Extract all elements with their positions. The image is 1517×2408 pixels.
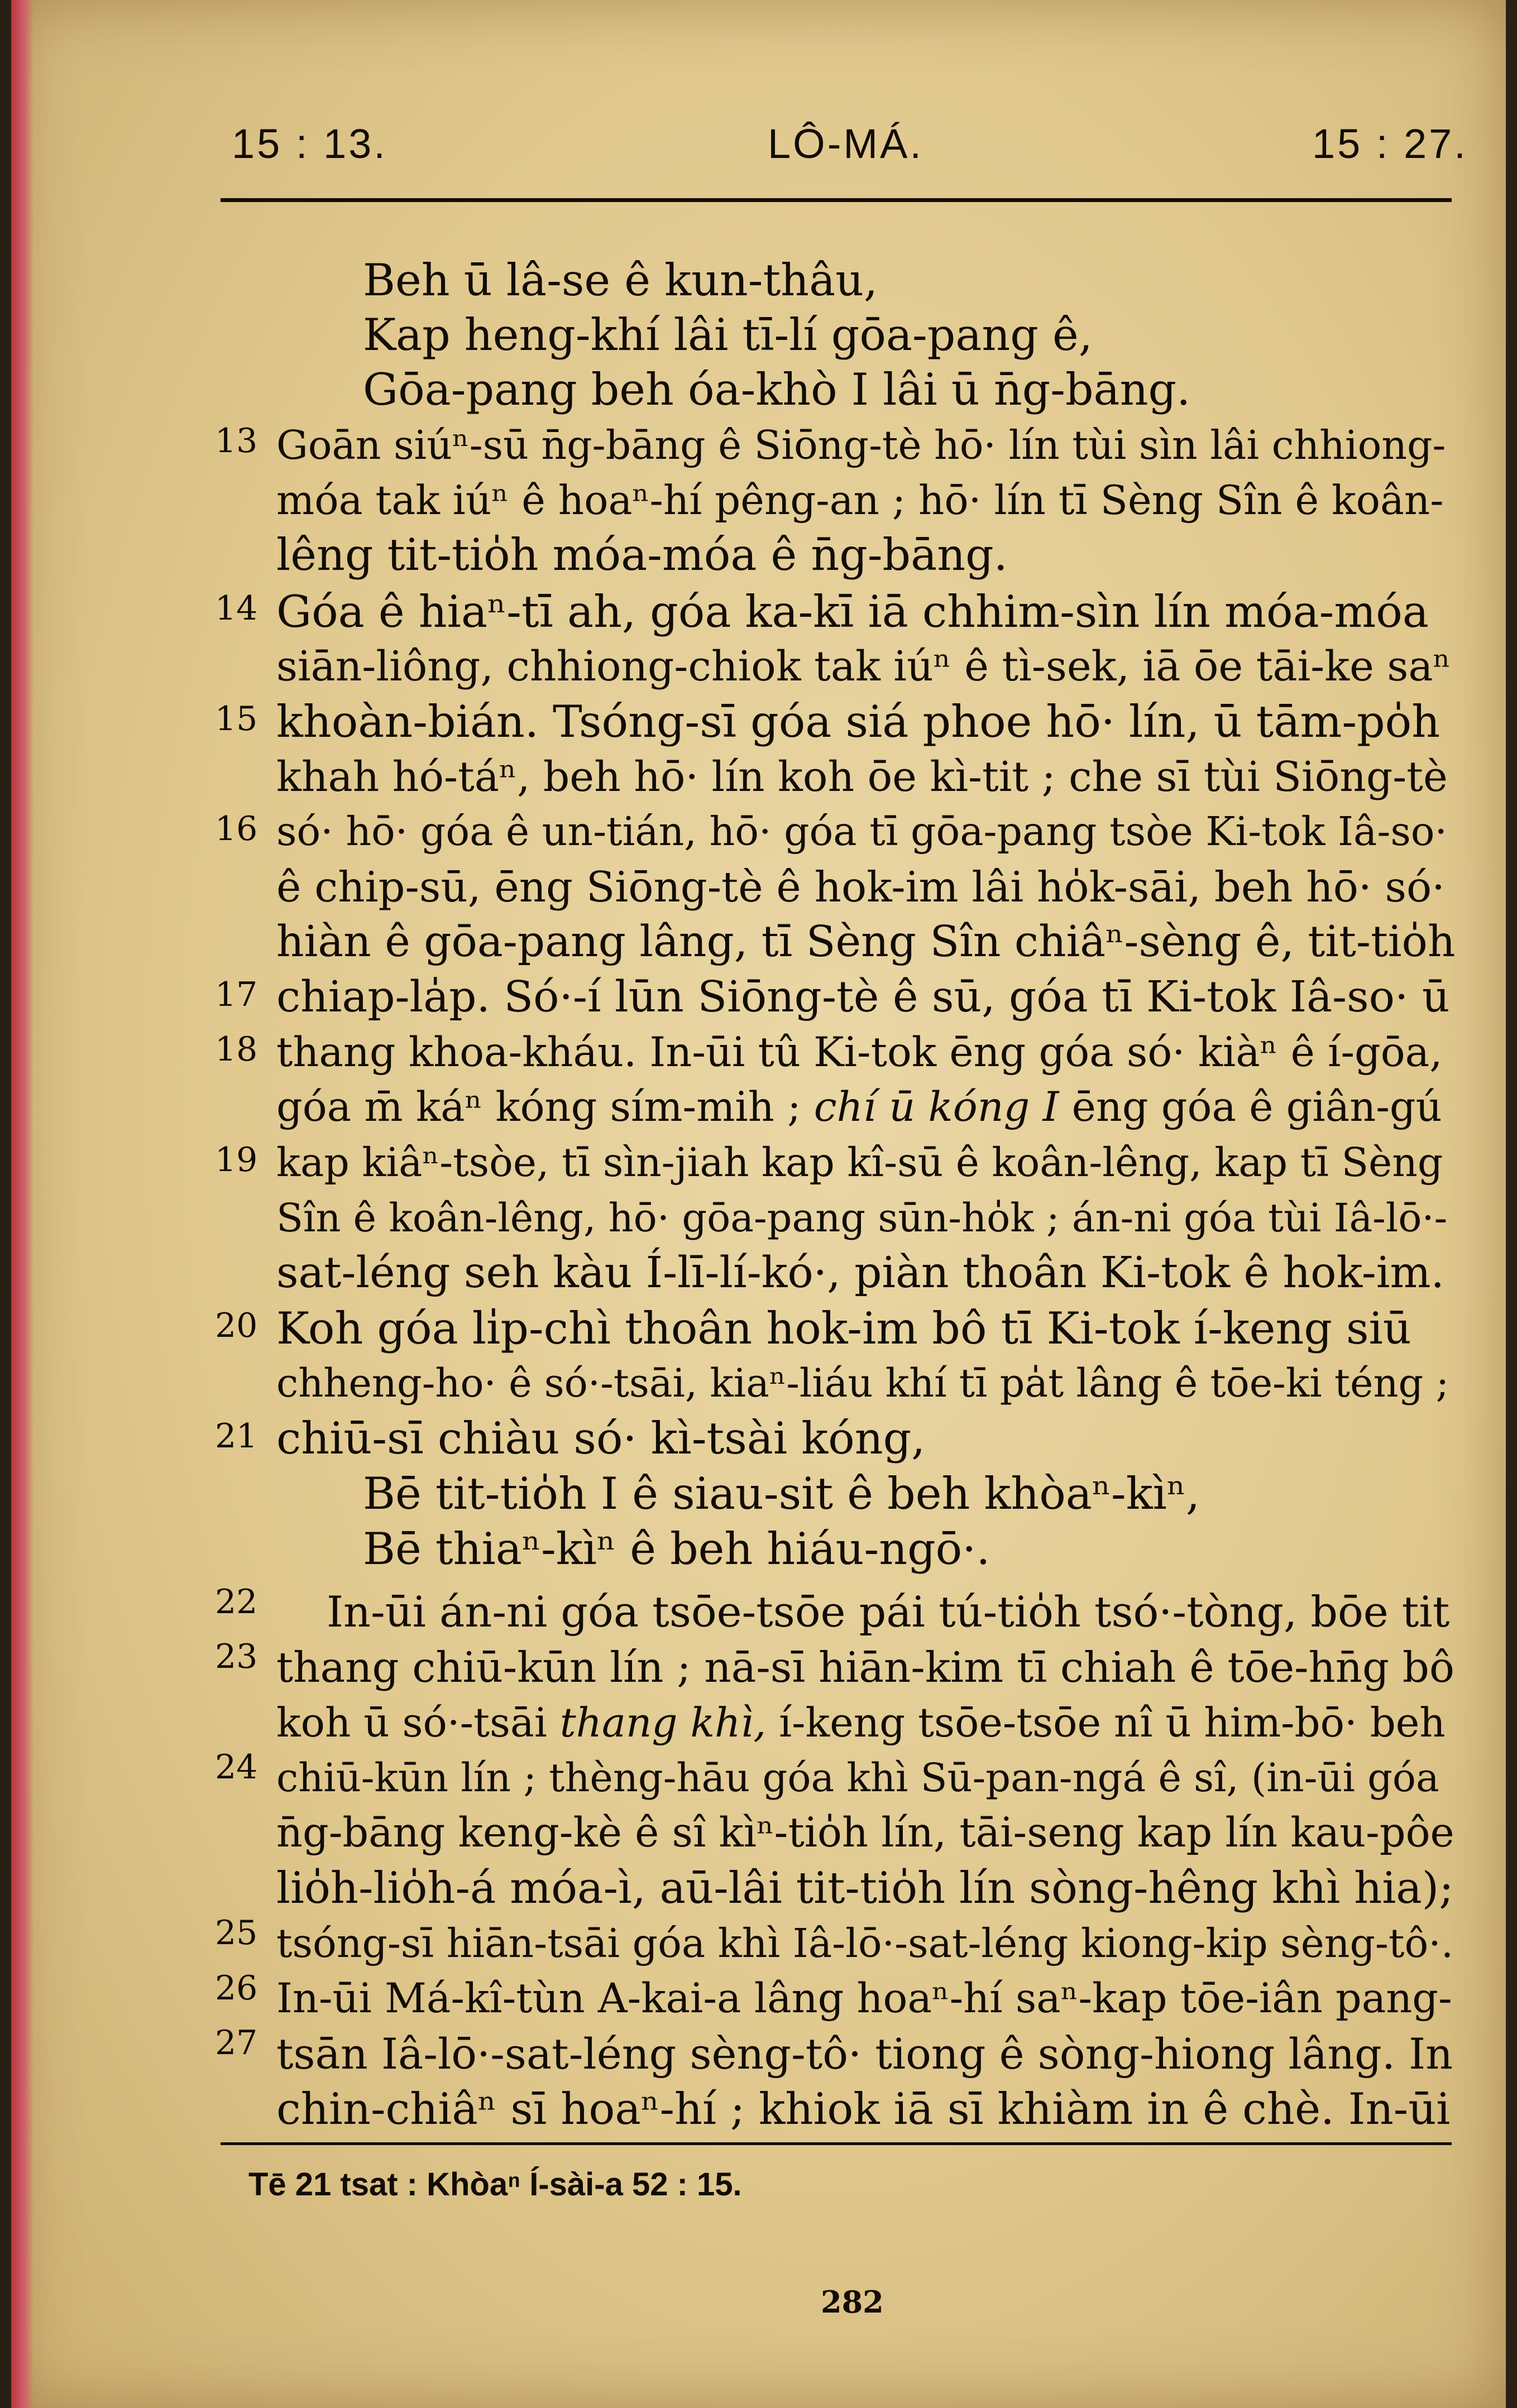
- text-run: tsóng-sī hiān-tsāi góa khì Iâ-lō·-sat-léng kiong-kip sèng-tô·.: [276, 1920, 1454, 1966]
- verse-number: 17: [215, 975, 258, 1014]
- text-line: [276, 1135, 1454, 1191]
- text-run: só· hō· góa ê un-tián, hō· góa tī gōa-pang tsòe Ki-tok Iâ-so·: [276, 808, 1448, 855]
- verse-number: 16: [215, 809, 258, 848]
- text-line: [276, 859, 1454, 915]
- text-line: [276, 749, 1454, 805]
- book-page: [11, 0, 1506, 2408]
- text-line: [276, 1916, 1454, 1972]
- verse-number: 24: [215, 1748, 258, 1787]
- text-run: móa tak iúⁿ ê hoaⁿ-hí pêng-an ; hō· lín tī Sèng Sîn ê koân-: [276, 477, 1444, 524]
- poem-line: Bē tit-tio̍h I ê siau-sit ê beh khòaⁿ-kìⁿ,: [363, 1468, 1200, 1519]
- text-line: [276, 970, 1454, 1025]
- header-book-title: LÔ-MÁ.: [768, 121, 923, 167]
- page-number: 282: [821, 2284, 884, 2320]
- verse-number: 14: [215, 589, 258, 628]
- text-line: [276, 1355, 1454, 1411]
- footnote: Tē 21 tsat : Khòaⁿ Í-sài-a 52 : 15.: [248, 2166, 742, 2203]
- text-run: thang khoa-kháu. In-ūi tû Ki-tok ēng góa só· kiàⁿ ê í-gōa,: [276, 1029, 1443, 1076]
- text-run: lio̍h-lio̍h-á móa-ì, aū-lâi tit-tio̍h lín sòng-hêng khì hia);: [276, 1863, 1454, 1913]
- verse-number: 21: [215, 1417, 258, 1456]
- text-run: chiap-la̍p. Só·-í lūn Siōng-tè ê sū, góa tī Ki-tok Iâ-so· ū: [276, 972, 1450, 1022]
- text-line: [276, 1025, 1454, 1081]
- text-line: [276, 2026, 1454, 2082]
- verse-number: 23: [215, 1637, 258, 1676]
- verse-number: 20: [215, 1306, 258, 1345]
- text-line: [276, 639, 1454, 694]
- text-line: [276, 1695, 1454, 1750]
- text-line: [276, 1750, 1454, 1806]
- italic-run: thang khì,: [559, 1699, 767, 1746]
- text-line: [276, 1411, 1454, 1466]
- footnote-rule: [221, 2142, 1452, 2145]
- text-line: [276, 1805, 1454, 1861]
- text-run: chiū-sī chiàu só· kì-tsài kóng,: [276, 1413, 926, 1464]
- text-run: thang chiū-kūn lín ; nā-sī hiān-kim tī chiah ê tōe-hn̄g bô: [276, 1643, 1455, 1692]
- italic-run: chí ū kóng I: [813, 1083, 1059, 1131]
- text-line: [276, 1860, 1454, 1916]
- text-run: góa m̄ káⁿ kóng sím-mih ;: [276, 1083, 814, 1131]
- poem-line: Kap heng-khí lâi tī-lí gōa-pang ê,: [363, 309, 1093, 361]
- text-run: In-ūi án-ni góa tsōe-tsōe pái tú-tio̍h tsó·-tòng, bōe tit: [327, 1587, 1450, 1637]
- header-rule: [221, 198, 1452, 202]
- verse-number: 19: [215, 1140, 258, 1179]
- poem-line: Bē thiaⁿ-kìⁿ ê beh hiáu-ngō·.: [363, 1523, 990, 1575]
- text-line: [276, 1301, 1454, 1356]
- verse-number: 15: [215, 699, 258, 738]
- text-run: koh ū só·-tsāi: [276, 1699, 560, 1746]
- text-line: [276, 914, 1454, 970]
- text-run: ê chip-sū, ēng Siōng-tè ê hok-im lâi ho̍k-sāi, beh hō· só·: [276, 862, 1446, 912]
- text-line: [276, 418, 1454, 473]
- text-line: [276, 472, 1454, 528]
- verse-number: 26: [215, 1969, 258, 2008]
- text-run: Sîn ê koân-lêng, hō· gōa-pang sūn-ho̍k ; án-ni góa tùi Iâ-lō·-: [276, 1195, 1448, 1241]
- text-run: Góa ê hiaⁿ-tī ah, góa ka-kī iā chhim-sìn lín móa-móa: [276, 586, 1429, 637]
- text-run: lêng tit-tio̍h móa-móa ê n̄g-bāng.: [276, 529, 1008, 581]
- text-run: chheng-ho· ê só·-tsāi, kiaⁿ-liáu khí tī pa̍t lâng ê tōe-ki téng ;: [276, 1360, 1449, 1406]
- text-run: í-keng tsōe-tsōe nî ū him-bō· beh: [766, 1699, 1446, 1746]
- text-line: [276, 1190, 1454, 1246]
- text-line: [276, 2081, 1454, 2137]
- text-line: [276, 804, 1454, 860]
- text-run: In-ūi Má-kî-tùn A-kai-a lâng hoaⁿ-hí saⁿ-kap tōe-iân pang-: [276, 1975, 1452, 2022]
- text-line: [276, 1639, 1454, 1695]
- text-line: [276, 527, 1454, 583]
- text-line: [327, 1584, 1454, 1640]
- text-run: ēng góa ê giân-gú: [1059, 1083, 1442, 1131]
- header-left-reference: 15 : 13.: [232, 121, 387, 167]
- poem-line: Gōa-pang beh óa-khò I lâi ū n̄g-bāng.: [363, 364, 1191, 415]
- text-line: [276, 1245, 1454, 1301]
- text-run: kap kiâⁿ-tsòe, tī sìn-jiah kap kî-sū ê koân-lêng, kap tī Sèng: [276, 1139, 1443, 1186]
- text-run: siān-liông, chhiong-chiok tak iúⁿ ê tì-sek, iā ōe tāi-ke saⁿ: [276, 642, 1451, 690]
- poem-line: Beh ū lâ-se ê kun-thâu,: [363, 255, 878, 306]
- text-line: [276, 694, 1454, 750]
- text-run: chin-chiâⁿ sī hoaⁿ-hí ; khiok iā sī khiàm in ê chè. In-ūi: [276, 2084, 1451, 2134]
- text-line: [276, 584, 1454, 640]
- text-run: tsān Iâ-lō·-sat-léng sèng-tô· tiong ê sòng-hiong lâng. In: [276, 2029, 1453, 2079]
- verse-number: 25: [215, 1913, 258, 1953]
- verse-number: 27: [215, 2023, 258, 2062]
- text-line: [276, 1080, 1454, 1135]
- text-run: khah hó-táⁿ, beh hō· lín koh ōe kì-tit ; che sī tùi Siōng-tè: [276, 753, 1448, 801]
- text-run: hiàn ê gōa-pang lâng, tī Sèng Sîn chiâⁿ-sèng ê, tit-tio̍h: [276, 917, 1456, 967]
- verse-number: 18: [215, 1030, 258, 1069]
- text-run: chiū-kūn lín ; thèng-hāu góa khì Sū-pan-ngá ê sî, (in-ūi góa: [276, 1755, 1439, 1801]
- text-line: [276, 1971, 1454, 2027]
- text-run: sat-léng seh kàu Í-lī-lí-kó·, piàn thoân Ki-tok ê hok-im.: [276, 1248, 1444, 1298]
- text-run: Goān siúⁿ-sū n̄g-bāng ê Siōng-tè hō· lín tùi sìn lâi chhiong-: [276, 422, 1446, 468]
- header-right-reference: 15 : 27.: [1312, 121, 1468, 167]
- text-run: khoàn-bián. Tsóng-sī góa siá phoe hō· lín, ū tām-po̍h: [276, 696, 1441, 747]
- verse-number: 22: [215, 1582, 258, 1622]
- text-run: Koh góa li̍p-chì thoân hok-im bô tī Ki-tok í-keng siū: [276, 1303, 1411, 1354]
- verse-number: 13: [215, 421, 258, 461]
- text-run: n̄g-bāng keng-kè ê sî kìⁿ-tio̍h lín, tāi-seng kap lín kau-pôe: [276, 1809, 1454, 1857]
